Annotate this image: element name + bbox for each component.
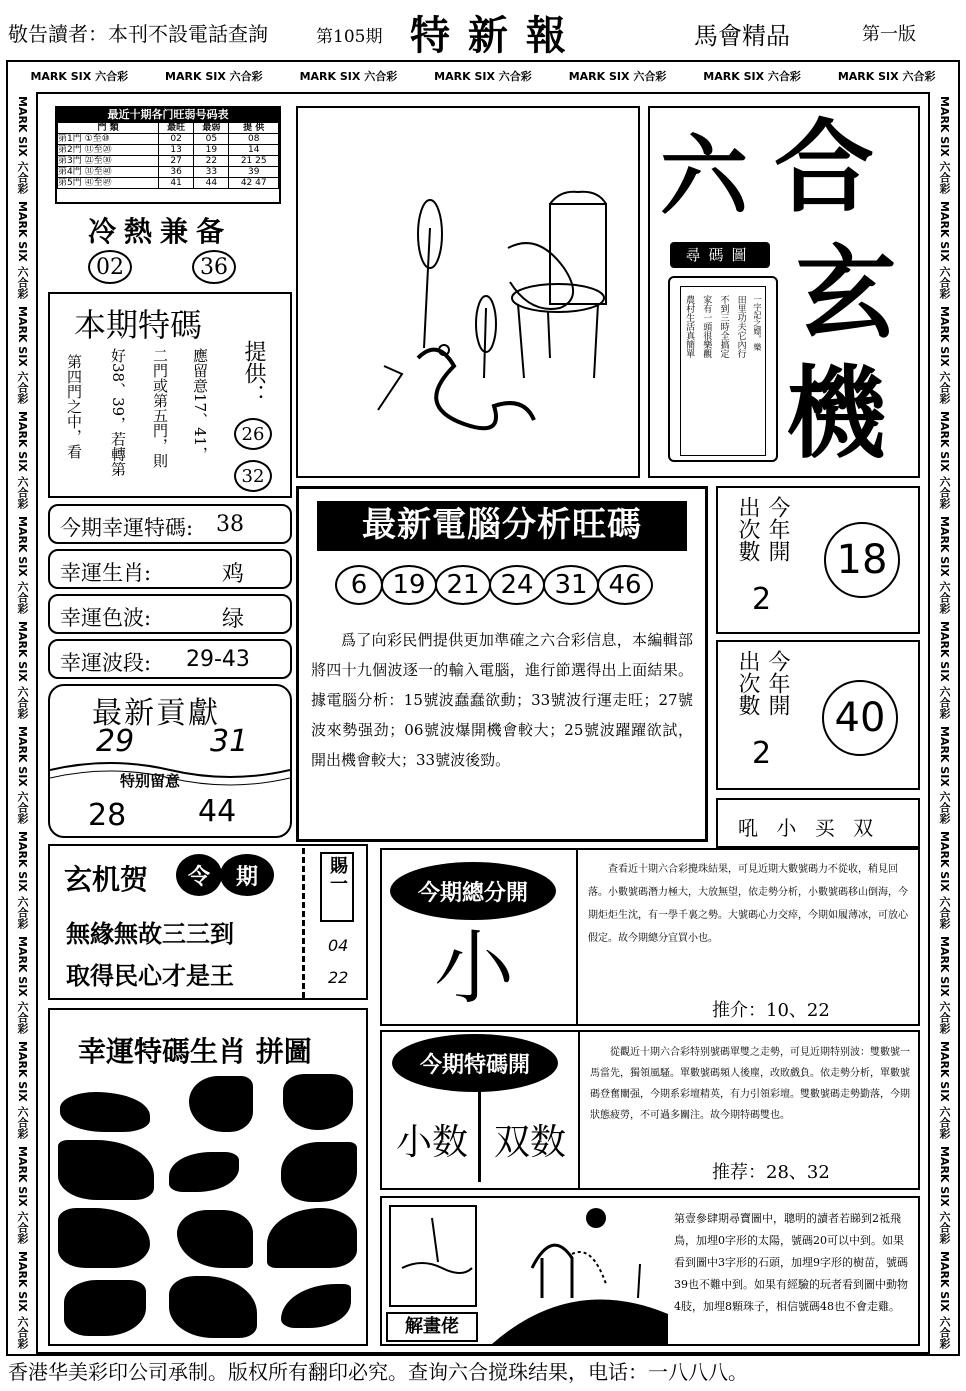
table-cell: 第3門 ㉑至㉚	[58, 156, 159, 167]
border-text: MARK SIX 六合彩	[16, 620, 29, 719]
table-cell: 36	[159, 167, 194, 178]
table-cell: 33	[194, 167, 229, 178]
title-char: 機	[786, 354, 886, 472]
table-row	[58, 178, 279, 189]
table-cell: 13	[159, 145, 194, 156]
scroll-text: 不到三時全搞定	[718, 295, 729, 358]
issue-number: 第105期	[316, 27, 383, 47]
border-text: MARK SIX 六合彩	[30, 70, 129, 83]
title-char: 六	[660, 124, 749, 228]
stamp-label: 尋碼圖	[670, 242, 770, 268]
border-text: MARK SIX 六合彩	[16, 1145, 29, 1244]
puzzle-piece	[261, 1138, 362, 1204]
total-divider	[576, 850, 578, 1026]
picture-label: 解畫佬	[386, 1312, 478, 1342]
special-code-title: 本期特碼	[74, 306, 203, 344]
table-row	[58, 167, 279, 178]
special-open-divider	[578, 1032, 580, 1190]
special-open-stem	[478, 1090, 481, 1182]
border-text: MARK SIX 六合彩	[938, 935, 951, 1034]
computer-number: 24	[489, 565, 545, 605]
contribution-title: 最新貢獻	[92, 696, 220, 731]
scroll-text: 一字記之嫖，樂	[752, 295, 762, 351]
special-number: 44	[198, 794, 237, 829]
border-text: MARK SIX 六合彩	[16, 305, 29, 404]
border-text: MARK SIX 六合彩	[938, 620, 951, 719]
table-row	[58, 156, 279, 167]
computer-number: 6	[335, 565, 383, 605]
title-art-box	[648, 106, 920, 478]
brand-name: 馬會精品	[694, 22, 790, 50]
lucky-color-label: 幸運色波:	[60, 606, 152, 630]
scroll	[668, 276, 778, 462]
puzzle-piece	[56, 1206, 157, 1272]
puzzle-piece	[159, 1206, 260, 1272]
border-text: MARK SIX 六合彩	[568, 70, 667, 83]
table-cell: 19	[194, 145, 229, 156]
scroll-inner	[680, 286, 766, 456]
picture-box	[380, 1196, 920, 1346]
frequency-table-box	[55, 106, 281, 204]
lucky-color-row	[48, 594, 292, 634]
border-text: MARK SIX 六合彩	[16, 410, 29, 509]
border-text: MARK SIX 六合彩	[938, 200, 951, 299]
border-text: MARK SIX 六合彩	[16, 830, 29, 929]
scroll-text: 家有一頭很樂觀	[701, 295, 712, 358]
contribution-box	[48, 684, 292, 838]
puzzle-piece	[56, 1138, 157, 1204]
year-open-box	[716, 640, 920, 790]
table-row	[58, 145, 279, 156]
border-text: MARK SIX 六合彩	[938, 515, 951, 614]
border-text: MARK SIX 六合彩	[938, 1145, 951, 1244]
illustration-box	[296, 106, 640, 478]
special-code-col: 第四門之中，看	[65, 354, 83, 459]
scroll-text: 田里功夫它內行	[735, 295, 746, 358]
greeting-side-label: 賜一	[320, 852, 354, 922]
year-open-box	[716, 486, 920, 634]
special-code-box	[48, 292, 292, 498]
special-code-col: 二門或第五門，則	[151, 348, 169, 468]
picture-text: 第壹參肆期尋寶圖中，聰明的讀者若睇到2祗飛鳥，加埋0字形的太陽，號碼20可以中到。如果看到圖中3字形的石頭，加埋9字形的樹苗，號碼39也不難中到。如果有經驗的玩者看到圖中動物4肢，加埋8顆珠子，相信號碼48也不會走雞。	[674, 1212, 908, 1313]
total-score-box	[380, 848, 920, 1026]
table-header: 最弱	[194, 123, 229, 134]
hot-cold-number: 36	[192, 250, 236, 284]
greeting-side-number: 22	[328, 968, 349, 987]
frequency-table	[57, 122, 279, 189]
special-open-title: 今期特碼開	[392, 1034, 558, 1092]
lucky-code-label: 今期幸運特碼:	[60, 516, 194, 540]
special-code-col: 好38、39，若轉第	[109, 348, 127, 477]
computer-number: 19	[381, 565, 437, 605]
total-recommend: 推介：10、22	[712, 1000, 830, 1021]
puzzle-piece	[159, 1138, 260, 1204]
greeting-prefix: 玄机贺	[64, 863, 149, 896]
top-border-band	[12, 64, 954, 88]
year-open-label: 出次數	[735, 496, 760, 562]
title-char: 合	[774, 108, 874, 226]
lucky-color-value: 绿	[222, 607, 245, 632]
table-cell: 第5門 ㊶至㊾	[58, 178, 159, 189]
header	[0, 0, 966, 60]
tip-number: 32	[234, 460, 272, 492]
border-text: MARK SIX 六合彩	[434, 70, 532, 83]
computer-number: 21	[435, 565, 491, 605]
computer-number: 46	[597, 565, 653, 605]
year-open-label: 今年開	[765, 650, 790, 716]
year-open-count: 2	[752, 736, 772, 771]
greeting-char: 期	[220, 854, 274, 896]
puzzle-piece	[261, 1274, 362, 1340]
year-open-number: 40	[822, 680, 898, 756]
greeting-box	[48, 844, 368, 1000]
contribution-number: 29	[96, 724, 135, 759]
newspaper-title: 特 新 報	[410, 12, 568, 59]
table-cell: 39	[229, 167, 279, 178]
puzzle-piece	[159, 1070, 260, 1136]
lucky-range-row	[48, 639, 292, 679]
table-cell: 14	[229, 145, 279, 156]
small-odd-title: 吼 小 买 双	[738, 816, 880, 840]
border-text: MARK SIX 六合彩	[703, 70, 801, 83]
border-text: MARK SIX 六合彩	[938, 95, 951, 194]
table-cell: 22	[194, 156, 229, 167]
computer-numbers	[335, 565, 653, 605]
border-text: MARK SIX 六合彩	[16, 200, 29, 299]
table-row	[58, 134, 279, 145]
table-cell: 第2門 ⑪至⑳	[58, 145, 159, 156]
scroll-text: 農村生活真簡單	[684, 295, 695, 358]
tip-number: 26	[234, 418, 272, 450]
table-header: 門 類	[58, 123, 159, 134]
border-text: MARK SIX 六合彩	[938, 1250, 951, 1349]
special-open-text: 從觀近十期六合彩特别號碼單雙之走勢，可見近期特别波：雙數號一馬當先，獨領風騷。單數號碼頻人後塵，改敗戲負。依走勢分析，單數號碼登奮闡强，今期系彩壇精英，有力引領彩壇。雙數號碼走勢勤落，今期狀態疲勞，不可過多關注。故今期特碼雙也。	[590, 1047, 910, 1121]
border-text: MARK SIX 六合彩	[938, 305, 951, 404]
computer-text: 爲了向彩民們提供更加準確之六合彩信息，本編輯部將四十九個波逐一的輸入電腦，進行節選得出上面結果。據電腦分析：15號波蠢蠢欲動；33號波行運走旺；27號波來勢强劲；06號波爆開機會較大；25號波躍躍欲試，開出機會較大；33號波後勁。	[311, 631, 693, 769]
puzzle-piece	[159, 1274, 260, 1340]
edition-label: 第一版	[862, 24, 916, 45]
table-cell: 44	[194, 178, 229, 189]
puzzle-box	[48, 1008, 368, 1346]
greeting-side-number: 04	[328, 936, 349, 955]
table-header: 提 供	[229, 123, 279, 134]
tip-label: 提供：	[241, 340, 266, 406]
table-title: 最近十期各门旺弱号码表	[57, 108, 279, 122]
special-number: 28	[88, 798, 127, 833]
puzzle-piece	[56, 1274, 157, 1340]
title-char: 玄	[796, 234, 896, 352]
border-text: MARK SIX 六合彩	[837, 70, 936, 83]
puzzle-piece	[261, 1206, 362, 1272]
total-text: 查看近十期六合彩攪珠結果，可見近期大數號碼力不從收，稍見回落。小數號碼潛力極大，大放無望，依走勢分析，小數號碼移山倒海，今期炬炬生沈，有一學千裏之勢。大號碼心力交瘁，今期如履薄冰，可放心假定。故今期總分宜買小也。	[588, 864, 908, 944]
border-text: MARK SIX 六合彩	[16, 515, 29, 614]
puzzle-piece	[56, 1070, 157, 1136]
table-cell: 42 47	[229, 178, 279, 189]
greeting-char: 令	[176, 854, 222, 896]
border-text: MARK SIX 六合彩	[165, 70, 263, 83]
lucky-code-value: 38	[216, 512, 244, 537]
computer-title: 最新電腦分析旺碼	[317, 501, 687, 551]
puzzle-piece	[261, 1070, 362, 1136]
greeting-line: 無緣無故三三到	[66, 919, 234, 948]
greeting-line: 取得民心才是王	[66, 961, 234, 990]
hot-cold-number: 02	[88, 250, 132, 284]
border-text: MARK SIX 六合彩	[938, 725, 951, 824]
table-cell: 27	[159, 156, 194, 167]
year-open-number: 18	[824, 522, 900, 598]
table-cell: 05	[194, 134, 229, 145]
special-code-col: 應留意17、41，	[191, 348, 209, 462]
left-border-band	[10, 92, 34, 1352]
computer-analysis-box	[296, 486, 708, 842]
illustration	[298, 108, 638, 476]
border-text: MARK SIX 六合彩	[938, 410, 951, 509]
lucky-code-row	[48, 504, 292, 544]
computer-number: 31	[543, 565, 599, 605]
puzzle-title: 幸運特碼生肖 拼圖	[78, 1035, 312, 1068]
border-text: MARK SIX 六合彩	[16, 1250, 29, 1349]
border-text: MARK SIX 六合彩	[16, 1040, 29, 1139]
border-text: MARK SIX 六合彩	[16, 95, 29, 194]
special-open-value: 双数	[494, 1122, 567, 1163]
lucky-zodiac-label: 幸運生肖:	[60, 561, 152, 585]
table-cell: 第4門 ㉛至㊵	[58, 167, 159, 178]
total-title: 今期總分開	[390, 862, 556, 920]
special-open-box	[380, 1030, 920, 1190]
border-text: MARK SIX 六合彩	[16, 935, 29, 1034]
lucky-zodiac-value: 鸡	[222, 562, 245, 587]
border-text: MARK SIX 六合彩	[16, 725, 29, 824]
table-cell: 第1門 ①至⑩	[58, 134, 159, 145]
border-text: MARK SIX 六合彩	[299, 70, 398, 83]
contribution-number: 31	[210, 724, 249, 759]
right-border-band	[932, 92, 956, 1352]
table-cell: 41	[159, 178, 194, 189]
total-value: 小	[434, 922, 514, 1015]
lucky-zodiac-row	[48, 549, 292, 589]
year-open-label: 出次數	[735, 650, 760, 716]
lucky-range-value: 29-43	[186, 647, 250, 672]
border-text: MARK SIX 六合彩	[938, 1040, 951, 1139]
year-open-count: 2	[752, 582, 772, 617]
border-text: MARK SIX 六合彩	[938, 830, 951, 929]
special-open-recommend: 推荐：28、32	[712, 1162, 830, 1183]
table-cell: 21 25	[229, 156, 279, 167]
year-open-label: 今年開	[765, 496, 790, 562]
hot-cold-title: 冷熱兼备	[88, 215, 233, 248]
table-cell: 08	[229, 134, 279, 145]
special-attention-label: 特别留意	[120, 772, 181, 790]
table-cell: 02	[159, 134, 194, 145]
lucky-range-label: 幸運波段:	[60, 651, 152, 675]
footer-text: 香港华美彩印公司承制。版权所有翻印必究。查询六合搅珠结果，电话：一八八八。	[8, 1360, 748, 1384]
reader-notice: 敬告讀者：本刊不設電話查詢	[8, 22, 268, 46]
puzzle-grid	[56, 1070, 362, 1340]
dashed-divider	[302, 848, 305, 998]
special-open-value: 小数	[396, 1122, 469, 1163]
small-odd-box	[716, 798, 920, 848]
table-header: 最旺	[159, 123, 194, 134]
